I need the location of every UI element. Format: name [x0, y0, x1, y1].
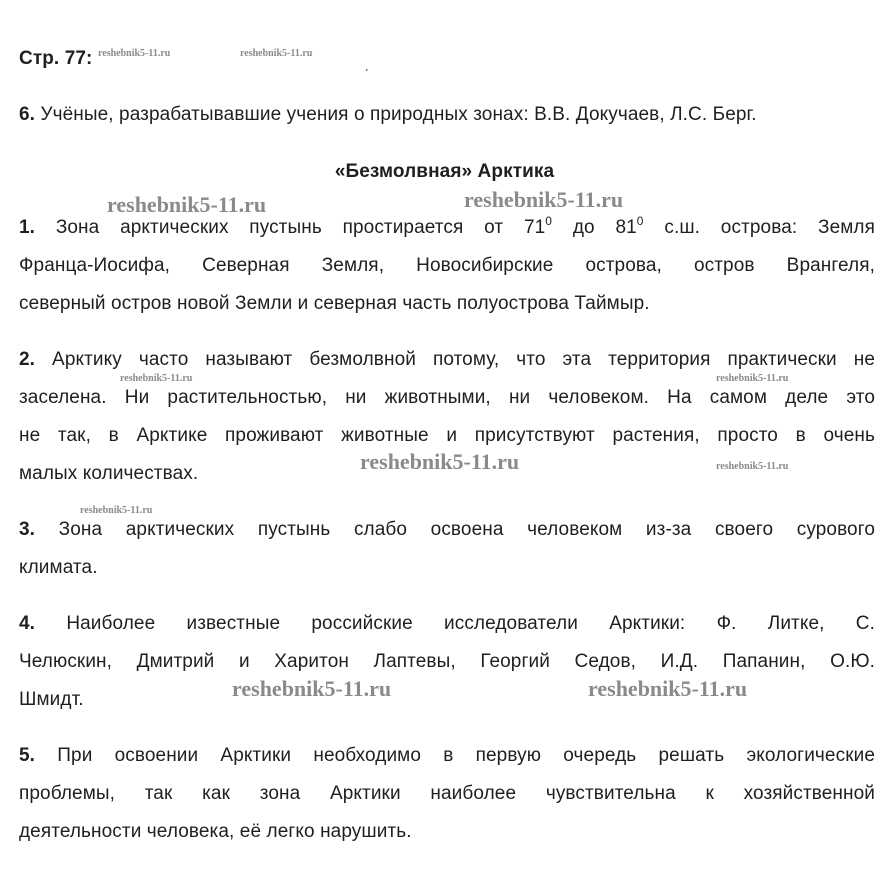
- answer-1-text-b: до 81: [552, 217, 637, 238]
- answer-2-number: 2.: [19, 349, 36, 370]
- answer-1-text-c: с.ш. острова: Земля: [643, 217, 875, 238]
- item-6: [19, 96, 757, 134]
- answer-5-line-2: проблемы, так как зона Арктики наиболее чувствительна к хозяйственной: [19, 783, 875, 804]
- answer-4-line-2: Челюскин, Дмитрий и Харитон Лаптевы, Георгий Седов, И.Д. Папанин, О.Ю.: [19, 651, 875, 672]
- page-label-text: Стр. 77:: [19, 48, 93, 69]
- watermark: reshebnik5-11.ru: [232, 676, 392, 701]
- item-6-number: 6.: [19, 104, 36, 125]
- answer-3-text: Зона арктических пустынь слабо освоена человеком из-за своего сурового: [58, 519, 875, 540]
- answer-1-line-3: северный остров новой Земли и северная часть полуострова Таймыр.: [19, 293, 650, 314]
- watermark: reshebnik5-11.ru: [464, 187, 624, 212]
- watermark: reshebnik5-11.ru: [80, 505, 153, 516]
- watermark: reshebnik5-11.ru: [240, 48, 313, 59]
- watermark: reshebnik5-11.ru: [716, 373, 789, 384]
- answer-1-text-a: Зона арктических пустынь простирается от 71: [55, 217, 546, 238]
- answer-5-line-3: деятельности человека, её легко нарушить.: [19, 821, 412, 842]
- answer-5-line-1: [19, 737, 875, 775]
- answer-2-text: Арктику часто называют безмолвной потому, что эта территория практически не: [52, 349, 875, 370]
- answer-4-number: 4.: [19, 613, 36, 634]
- degree-superscript: 0: [545, 214, 553, 228]
- page-number-label: [19, 40, 92, 78]
- answer-5-text: При освоении Арктики необходимо в первую очередь решать экологические: [57, 745, 875, 766]
- watermark: reshebnik5-11.ru: [360, 449, 520, 474]
- answer-3-number: 3.: [19, 519, 36, 540]
- item-6-text: Учёные, разрабатывавшие учения о природных зонах: В.В. Докучаев, Л.С. Берг.: [40, 104, 757, 125]
- answer-1-line-2: Франца-Иосифа, Северная Земля, Новосибирские острова, остров Врангеля,: [19, 255, 875, 276]
- answer-2-line-2: заселена. Ни растительностью, ни животными, ни человеком. На самом деле это: [19, 387, 875, 408]
- watermark: reshebnik5-11.ru: [98, 48, 171, 59]
- watermark: reshebnik5-11.ru: [716, 461, 789, 472]
- degree-superscript: 0: [636, 214, 644, 228]
- watermark: reshebnik5-11.ru: [107, 192, 267, 217]
- answer-2-line-3: не так, в Арктике проживают животные и присутствуют растения, просто в очень: [19, 425, 875, 446]
- answer-3-line-1: [19, 511, 875, 549]
- answer-1-number: 1.: [19, 217, 36, 238]
- answer-5-number: 5.: [19, 745, 36, 766]
- answer-4-line-3: Шмидт.: [19, 689, 84, 710]
- answer-4-line-1: [19, 605, 875, 643]
- stray-mark: ˏ: [364, 55, 369, 71]
- watermark: reshebnik5-11.ru: [120, 373, 193, 384]
- answer-2-line-4: малых количествах.: [19, 463, 199, 484]
- answer-3-line-2: климата.: [19, 557, 98, 578]
- section-title: «Безмолвная» Арктика: [334, 161, 555, 182]
- watermark: reshebnik5-11.ru: [588, 676, 748, 701]
- answer-4-text: Наиболее известные российские исследователи Арктики: Ф. Литке, С.: [66, 613, 875, 634]
